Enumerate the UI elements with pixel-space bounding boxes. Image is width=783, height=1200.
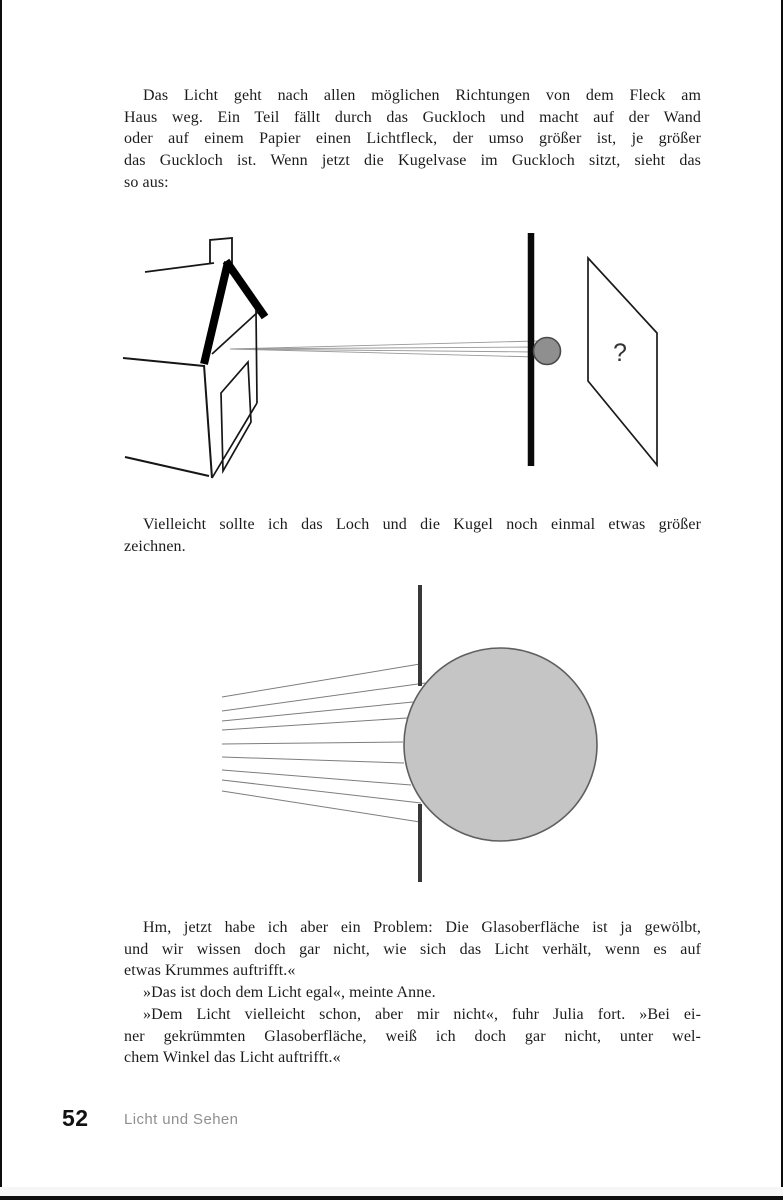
- page-number: 52: [62, 1105, 89, 1131]
- house-right-corner: [256, 310, 257, 403]
- running-title: Licht und Sehen: [124, 1111, 239, 1128]
- light-ray: [222, 757, 404, 763]
- light-ray: [222, 791, 420, 822]
- house-back-ridge: [145, 263, 214, 272]
- house-roof-right-thick: [226, 261, 265, 317]
- light-ray: [222, 770, 411, 785]
- light-ray: [222, 742, 403, 744]
- house-side-wall-top: [123, 358, 204, 366]
- question-mark: ?: [613, 339, 627, 367]
- house-roof-left-thick: [204, 262, 228, 364]
- sphere-in-hole: [534, 338, 561, 365]
- text-line: Das Licht geht nach allen möglichen Richtungen von dem Fleck am: [143, 87, 701, 104]
- page-edge-shadow: [0, 1187, 783, 1196]
- light-ray: [222, 664, 420, 697]
- text-line: das Guckloch ist. Wenn jetzt die Kugelvase im Guckloch sitzt, sieht das: [124, 152, 701, 170]
- paragraph-anne-quote: [124, 982, 701, 1004]
- figure-enlarged-hole-sphere: [0, 578, 783, 900]
- text-line: Hm, jetzt habe ich aber ein Problem: Die Glasoberfläche ist ja gewölbt,: [143, 919, 701, 936]
- paragraph-problem: [124, 917, 701, 982]
- paragraph-julia-quote: [124, 1004, 701, 1069]
- text-line: etwas Krummes auftrifft.«: [124, 962, 296, 980]
- text-line: oder auf einem Papier einen Lichtfleck, der umso größer ist, je größer: [124, 130, 701, 148]
- figure-house-pinhole-sphere: [0, 230, 783, 492]
- text-line: und wir wissen doch gar nicht, wie sich das Licht verhält, wenn es auf: [124, 940, 701, 958]
- text-line: zeichnen.: [124, 537, 186, 555]
- large-sphere: [404, 648, 597, 841]
- light-ray: [222, 683, 425, 711]
- text-line: »Dem Licht vielleicht schon, aber mir nicht«, fuhr Julia fort. »Bei ei-: [143, 1006, 701, 1023]
- light-ray: [222, 718, 407, 730]
- paragraph-intro: [124, 85, 701, 194]
- text-line: so aus:: [124, 173, 169, 191]
- text-line: Vielleicht sollte ich das Loch und die Kugel noch einmal etwas größer: [143, 516, 701, 533]
- paragraph-redraw-note: [124, 514, 701, 557]
- light-ray: [222, 702, 413, 721]
- text-line: »Das ist doch dem Licht egal«, meinte Anne.: [143, 984, 436, 1001]
- text-line: ner gekrümmten Glasoberfläche, weiß ich doch gar nicht, unter wel-: [124, 1027, 701, 1045]
- house-ground-line: [125, 457, 209, 476]
- text-line: chem Winkel das Licht auftrifft.«: [124, 1049, 341, 1067]
- page-edge-bottom: [0, 1196, 783, 1200]
- house-front-left-corner: [204, 365, 212, 478]
- text-line: Haus weg. Ein Teil fällt durch das Guckloch und macht auf der Wand: [124, 108, 701, 126]
- page-footer: [0, 1100, 783, 1140]
